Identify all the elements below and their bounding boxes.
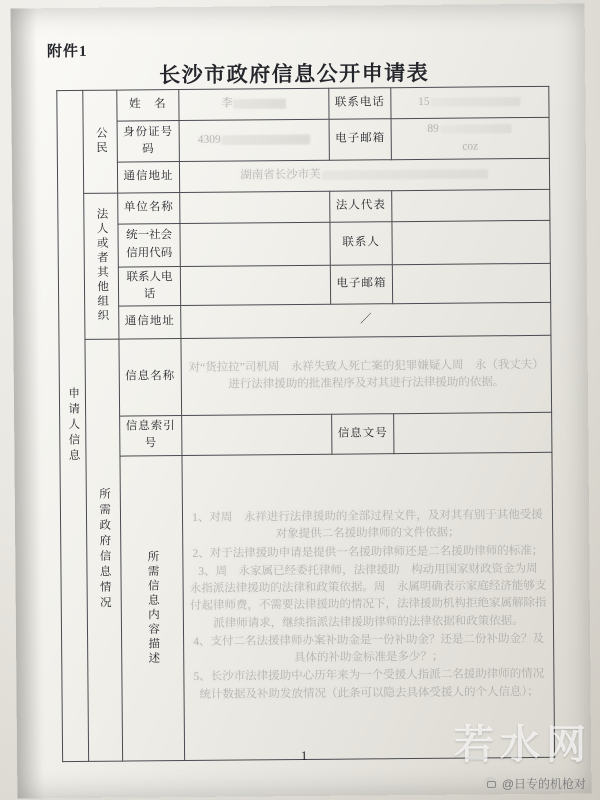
description-item: 4、支付二名法援律师办案补助金是一份补助金？还是二份补助金？及具体的补助金标准是多少？； (193, 632, 545, 665)
attachment-label: 附件1 (46, 43, 88, 61)
description-list (187, 507, 550, 704)
info-name-value: 对“货拉拉”司机周 永祥失致人死亡案的犯罪嫌疑人周 永（我丈夫）进行法律援助的批准程序及对其进行法律援助的依据。 (181, 335, 552, 415)
contact-label: 联系人 (330, 221, 392, 265)
info-index-value (182, 414, 332, 455)
contact-phone-label: 联系人电话 (118, 266, 180, 306)
legal-rep-value (392, 189, 550, 221)
info-index-label: 信息索引号 (120, 416, 182, 456)
name-value: 李 (179, 88, 329, 120)
email-label: 电子邮箱 (329, 119, 391, 160)
side-label-gov-info-status: 所需政府信息情况 (85, 339, 123, 761)
table-row (58, 220, 550, 267)
credit-code-label: 统一社会信用代码 (118, 223, 180, 267)
description-item: 1、对周 永祥进行法律援助的全部过程文件，及对其有别于其他受援对象提供二名援助律师的文件依据； (192, 509, 543, 541)
weibo-icon (484, 777, 497, 790)
phone-value: 15 (391, 86, 549, 118)
address-value: 湖南省长沙市芙 (179, 158, 549, 192)
application-form (56, 86, 555, 762)
id-number-value: 4309 (179, 119, 329, 161)
page-title: 长沙市政府信息公开申请表 (159, 60, 430, 88)
description-item: 5、长沙市法律援助中心历年来为一个受援人指派二名援助律师的情况统计数据及补助发放情况（此条可以隐去具体受援人的个人信息）； (193, 668, 545, 701)
unit-name-label: 单位名称 (118, 192, 180, 224)
side-label-required-info-desc: 所需信息内容描述 (120, 455, 185, 761)
table-row (57, 117, 549, 162)
contact-value (392, 220, 550, 264)
info-doc-no-value (394, 412, 552, 453)
credit-code-value (180, 222, 330, 266)
org-address-value: ／ (181, 302, 551, 338)
unit-name-value (180, 191, 330, 223)
org-email-label: 电子邮箱 (330, 264, 392, 304)
page-number: 1 (300, 747, 308, 764)
side-label-applicant-info: 申请人信息 (57, 90, 89, 761)
email-value: 89 coz (391, 117, 549, 159)
org-address-label: 通信地址 (119, 306, 181, 340)
table-row (59, 302, 551, 339)
description-item: 2、对于法律援助申请是提供一名援助律师还是二名援助律师的标准； (192, 544, 544, 560)
table-row (58, 189, 550, 224)
name-label: 姓 名 (117, 90, 179, 122)
document-content (11, 4, 592, 799)
watermark-credit-text: @日专的机枪对 (501, 777, 586, 791)
table-row (57, 86, 549, 121)
table-row (57, 158, 549, 193)
watermark-brand: 若水网 (454, 723, 592, 767)
table-row (58, 263, 550, 307)
side-label-legal-person: 法人或者其他组织 (84, 193, 119, 340)
id-number-label: 身份证号码 (117, 121, 179, 162)
address-label: 通信地址 (117, 161, 179, 193)
side-label-citizen: 公民 (83, 90, 118, 193)
watermark-credit (484, 775, 586, 792)
table-row (60, 412, 552, 456)
legal-rep-label: 法人代表 (330, 190, 392, 222)
info-doc-no-label: 信息文号 (332, 414, 394, 454)
contact-phone-value (180, 265, 330, 306)
info-name-label: 信息名称 (119, 339, 182, 417)
org-email-value (392, 263, 550, 304)
table-row (59, 335, 552, 416)
description-item: 3、周 永家属已经委托律师，法律援助 构动用国家财政资金为周 永指派法律援助的法律和政策依据。周 永属明确表示家庭经济能够支付起律师费，不需要法律援助的情况下，法律援助机构拒绝家属解除指派律师请求，继续指派法律援助律师的法律依据和政策依据。 (189, 562, 550, 630)
phone-label: 联系电话 (329, 88, 391, 120)
